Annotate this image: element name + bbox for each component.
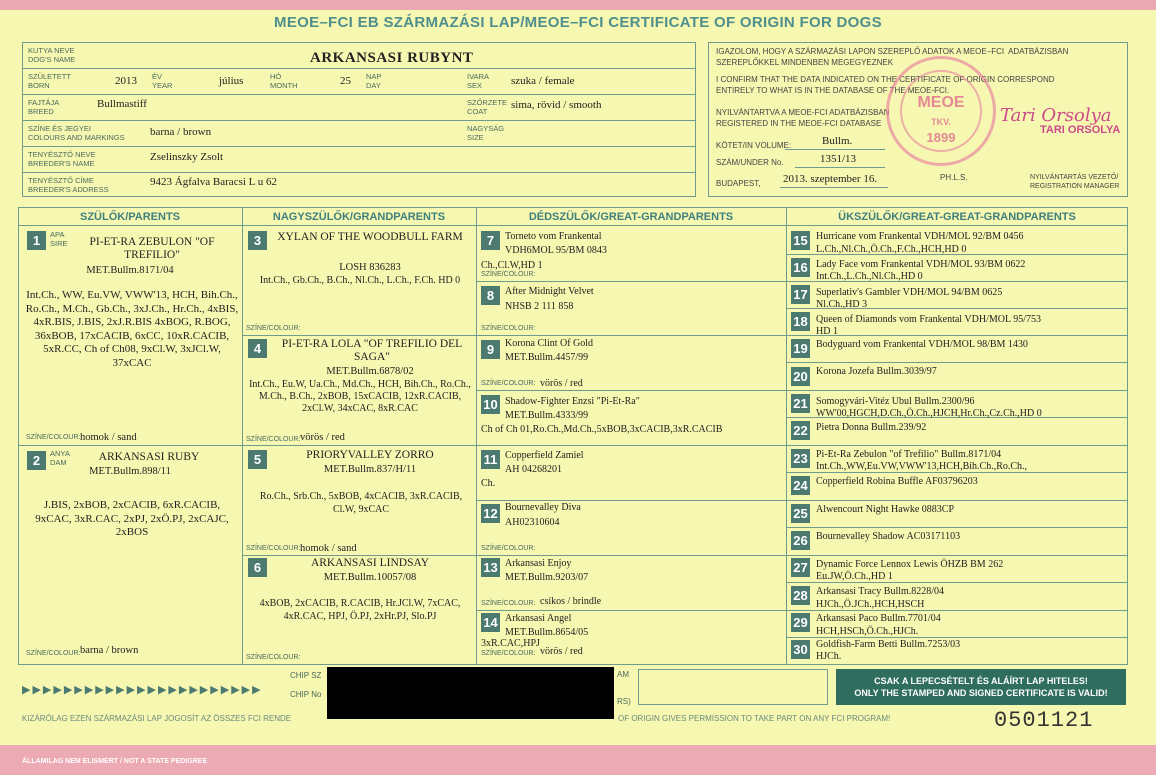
ggg-20-name: Korona Jozefa Bullm.3039/97: [816, 366, 937, 377]
pedigree-number-4: 4: [248, 339, 267, 358]
address-value: 9423 Ágfalva Baracsi L u 62: [150, 176, 277, 188]
gp6-colour-label: SZÍNE/COLOUR:: [246, 654, 301, 661]
ggg-16-titles: Int.Ch.,L.Ch.,Nl.Ch.,HD 0: [816, 271, 923, 282]
gp4-colour-label: SZÍNE/COLOUR:: [246, 436, 301, 443]
gg-8-name: After Midnight Velvet: [505, 286, 594, 297]
pedigree-number-16: 16: [791, 258, 810, 277]
bottom-border: [0, 745, 1156, 775]
header-great-grandparents: DÉDSZÜLŐK/GREAT-GRANDPARENTS: [476, 211, 786, 226]
pedigree-number-6: 6: [248, 558, 267, 577]
pedigree-number-12: 12: [481, 504, 500, 523]
gp4-titles: Int.Ch., Eu.W, Ua.Ch., Md.Ch., HCH, Bih.Ch., Ro.Ch., M.Ch., B.Ch., 2xBOB, 15xCACIB, 12xR.CACIB, 2xCl.W, 34xCAC, 8xR.CAC: [249, 379, 471, 414]
ggg-26-name: Bournevalley Shadow AC03171103: [816, 531, 961, 542]
breed-value: Bullmastiff: [97, 98, 147, 110]
chip-label-2: CHIP No: [290, 690, 322, 699]
header-great-great-grandparents: ÜKSZÜLŐK/GREAT-GREAT-GRANDPARENTS: [786, 211, 1128, 226]
pedigree-number-10: 10: [481, 395, 500, 414]
pedigree-number-20: 20: [791, 367, 810, 386]
footer-note-right: OF ORIGIN GIVES PERMISSION TO TAKE PART ON ANY FCI PROGRAM!: [618, 714, 891, 723]
ggg-30-titles: HJCh.: [816, 651, 842, 662]
gp3-titles: Int.Ch., Gb.Ch., B.Ch., Nl.Ch., L.Ch., F.Ch. HD 0: [259, 275, 461, 286]
born-year: 2013: [115, 75, 137, 87]
born-month: július: [219, 75, 244, 87]
pedigree-number-19: 19: [791, 339, 810, 358]
ggg-27-titles: Eu.JW,Ö.Ch.,HD 1: [816, 571, 893, 582]
pedigree-number-24: 24: [791, 476, 810, 495]
gp3-colour-label: SZÍNE/COLOUR:: [246, 325, 301, 332]
month-label: HÓ MONTH: [270, 72, 298, 90]
gg-9-reg: MET.Bullm.4457/99: [505, 352, 589, 363]
gg-7-colour-label: SZÍNE/COLOUR:: [481, 271, 536, 278]
pedigree-number-14: 14: [481, 613, 500, 632]
stamp-year: 1899: [926, 130, 956, 145]
issue-date: 2013. szeptember 16.: [783, 173, 878, 185]
cert-line-4: ENTIRELY TO WHAT IS IN THE DATABASE OF THE MEOE-FCI.: [716, 86, 950, 95]
gg-11-reg: AH 04268201: [505, 464, 562, 475]
ggg-30-name: Goldfish-Farm Betti Bullm.7253/03: [816, 639, 961, 650]
pedigree-number-11: 11: [481, 450, 500, 469]
pedigree-number-21: 21: [791, 394, 810, 413]
ggg-17-titles: Nl.Ch.,HD 3: [816, 299, 868, 310]
gg-8-colour-label: SZÍNE/COLOUR:: [481, 325, 536, 332]
gg-10-name: Shadow-Fighter Enzsi "Pi-Et-Ra": [505, 396, 640, 407]
pedigree-number-28: 28: [791, 586, 810, 605]
pedigree-number-9: 9: [481, 340, 500, 359]
signature: Tari Orsolya: [1000, 105, 1112, 126]
address-label: TENYÉSZTŐ CÍME BREEDER'S ADDRESS: [28, 176, 109, 194]
ggg-18-name: Queen of Diamonds vom Frankental VDH/MOL 95/753: [816, 314, 1041, 325]
manager-en: REGISTRATION MANAGER: [1030, 183, 1120, 190]
ggg-29-titles: HCH,HSCh,Ö.Ch.,HJCh.: [816, 626, 919, 637]
gg-7-reg: VDH6MOL 95/BM 0843: [505, 245, 607, 256]
colour-value: barna / brown: [150, 126, 212, 138]
ggg-25-name: Alwencourt Night Hawke 0883CP: [816, 504, 955, 515]
cert-line-2: SZEREPLŐKKEL MINDENBEN MEGEGYEZNEK: [716, 58, 894, 67]
gg-11-name: Copperfield Zamiel: [505, 450, 584, 461]
gp6-titles: 4xBOB, 2xCACIB, R.CACIB, Hr.JCl.W, 7xCAC, 4xR.CAC, HPJ, Ö.PJ, 2xHr.PJ, Slo.PJ: [259, 598, 461, 622]
header-parents: SZÜLŐK/PARENTS: [18, 211, 242, 226]
pedigree-number-8: 8: [481, 286, 500, 305]
gg-13-colour-label: SZÍNE/COLOUR:: [481, 600, 536, 607]
pedigree-number-15: 15: [791, 231, 810, 250]
top-border: [0, 0, 1156, 10]
sire-colour-label: SZÍNE/COLOUR:: [26, 434, 81, 441]
ggg-21-name: Somogyvári-Vitéz Ubul Bullm.2300/96: [816, 396, 975, 407]
pedigree-number-27: 27: [791, 558, 810, 577]
ggg-18-titles: HD 1: [816, 326, 838, 337]
ggg-15-name: Hurricane vom Frankental VDH/MOL 92/BM 0456: [816, 231, 1024, 242]
gg-9-colour: vörös / red: [540, 378, 583, 389]
gp3-name: XYLAN OF THE WOODBULL FARM: [277, 231, 463, 243]
ggg-29-name: Arkansasi Paco Bullm.7701/04: [816, 613, 941, 624]
dam-role: ANYA DAM: [50, 449, 70, 467]
coat-label: SZŐRZETE COAT: [467, 98, 508, 116]
gg-12-reg: AH02310604: [505, 517, 560, 528]
gg-14-titles: 3xR.CAC,HPJ: [481, 638, 540, 649]
cert-line-6: REGISTERED IN THE MEOE-FCI DATABASE: [716, 119, 882, 128]
dog-name-label: KUTYA NEVE DOG'S NAME: [28, 46, 76, 64]
sex-value: szuka / female: [511, 75, 575, 87]
gg-13-reg: MET.Bullm.9203/07: [505, 572, 589, 583]
dam-titles: J.BIS, 2xBOB, 2xCACIB, 6xR.CACIB, 9xCAC, 3xR.CAC, 2xPJ, 2xÖ.PJ, 2xCAJC, 2xBOS: [35, 499, 229, 538]
gp5-titles: Ro.Ch., Srb.Ch., 5xBOB, 4xCACIB, 3xR.CACIB, Cl.W, 9xCAC: [259, 491, 463, 515]
gg-11-titles: Ch.: [481, 478, 496, 489]
pedigree-number-30: 30: [791, 640, 810, 659]
breeder-label: TENYÉSZTŐ NEVE BREEDER'S NAME: [28, 150, 96, 168]
ggg-16-name: Lady Face vom Frankental VDH/MOL 93/BM 0622: [816, 259, 1026, 270]
gg-12-colour-label: SZÍNE/COLOUR:: [481, 545, 536, 552]
gg-13-name: Arkansasi Enjoy: [505, 558, 572, 569]
gg-14-colour-label: SZÍNE/COLOUR:: [481, 650, 536, 657]
gg-9-colour-label: SZÍNE/COLOUR:: [481, 380, 536, 387]
pedigree-number-1: 1: [27, 231, 46, 250]
year-label: ÉV YEAR: [152, 72, 173, 90]
number-value: 1351/13: [820, 153, 857, 165]
gg-7-name: Torneto vom Frankental: [505, 231, 602, 242]
dam-colour: barna / brown: [80, 645, 139, 656]
gp5-colour-label: SZÍNE/COLOUR:: [246, 545, 301, 552]
dam-reg: MET.Bullm.898/11: [89, 466, 171, 477]
cert-line-5: NYILVÁNTARTVA A MEOE-FCI ADATBÁZISBAN: [716, 108, 890, 117]
pedigree-number-26: 26: [791, 531, 810, 550]
volume-value: Bullm.: [822, 135, 853, 147]
signer-name: TARI ORSOLYA: [1040, 124, 1121, 136]
pedigree-number-3: 3: [248, 231, 267, 250]
ggg-15-titles: L.Ch.,Nl.Ch.,Ö.Ch.,F.Ch.,HCH,HD 0: [816, 244, 967, 255]
coat-value: sima, rövid / smooth: [511, 99, 602, 111]
gg-14-reg: MET.Bullm.8654/05: [505, 627, 589, 638]
chip-field: [638, 669, 828, 705]
ggg-23-titles: Int.Ch.,WW,Eu.VW,VWW'13,HCH,Bih.Ch.,Ro.Ch.,: [816, 461, 1028, 472]
redaction-box: [327, 667, 614, 719]
chip-right-1: AM: [617, 670, 629, 679]
gp6-name: ARKANSASI LINDSAY: [310, 557, 430, 569]
manager-hu: NYILVÁNTARTÁS VEZETŐ/: [1030, 174, 1119, 181]
gg-12-name: Bournevalley Diva: [505, 502, 581, 513]
gp4-colour: vörös / red: [300, 432, 345, 443]
ggg-28-name: Arkansasi Tracy Bullm.8228/04: [816, 586, 945, 597]
stamp-meoe: MEOE: [917, 94, 965, 111]
cert-line-3: I CONFIRM THAT THE DATA INDICATED ON THE CERTIFICATE OF ORIGIN CORRESPOND: [716, 75, 1055, 84]
colour-label: SZÍNE ÉS JEGYEI COLOURS AND MARKINGS: [28, 124, 125, 142]
page-title: MEOE–FCI EB SZÁRMAZÁSI LAP/MEOE–FCI CERTIFICATE OF ORIGIN FOR DOGS: [274, 14, 882, 31]
size-label: NAGYSÁG SIZE: [467, 124, 505, 142]
dam-colour-label: SZÍNE/COLOUR:: [26, 650, 81, 657]
gg-7-titles: Ch.,Cl.W,HD 1: [481, 260, 543, 271]
ggg-17-name: Superlativ's Gambler VDH/MOL 94/BM 0625: [816, 287, 1003, 298]
sire-titles: Int.Ch., WW, Eu.VW, VWW'13, HCH, Bih.Ch., Ro.Ch., M.Ch., Gb.Ch., 3xJ.Ch., Hr.Ch., 4xBIS, 4xR.BIS, J.BIS, 2xJ.R.BIS 4xBOG, R.BOG, 36xBOB, 17xCACIB, 6xCC, 10xR.CACIB, 5xR.CC, Ch of Ch08, 9xCl.W, 3xJCl.W, 37xCAC: [25, 289, 239, 369]
sire-reg: MET.Bullm.8171/04: [86, 265, 174, 276]
born-label: SZÜLETETT BORN: [28, 72, 71, 90]
gg-14-colour: vörös / red: [540, 646, 583, 657]
validity-notice: CSAK A LEPECSÉTELT ÉS ALÁÍRT LAP HITELES! ONLY THE STAMPED AND SIGNED CERTIFICATE IS VALID!: [836, 669, 1126, 705]
day-label: NAP DAY: [366, 72, 382, 90]
ggg-24-name: Copperfield Robina Buffle AF03796203: [816, 476, 978, 487]
gg-9-name: Korona Clint Of Gold: [505, 338, 594, 349]
pedigree-number-18: 18: [791, 312, 810, 331]
header-grandparents: NAGYSZÜLŐK/GRANDPARENTS: [242, 211, 476, 226]
ggg-22-name: Pietra Donna Bullm.239/92: [816, 422, 927, 433]
pedigree-number-5: 5: [248, 450, 267, 469]
gg-8-reg: NHSB 2 111 858: [505, 301, 574, 312]
pedigree-number-23: 23: [791, 449, 810, 468]
sire-role: APA SIRE: [50, 230, 68, 248]
serial-number: 0501121: [994, 708, 1094, 733]
not-state-pedigree: ÁLLAMILAG NEM ELISMERT / NOT A STATE PEDIGREE: [22, 758, 208, 765]
city: BUDAPEST,: [716, 179, 761, 188]
pedigree-number-22: 22: [791, 421, 810, 440]
ggg-28-titles: HJCh.,Ö.JCh.,HCH,HSCH: [816, 599, 925, 610]
dam-name: ARKANSASI RUBY: [98, 451, 200, 463]
stamp-tkv: TKV.: [931, 117, 951, 127]
ggg-23-name: Pi-Et-Ra Zebulon "of Trefilio" Bullm.8171/04: [816, 449, 1002, 460]
arrow-row: ▶▶▶▶▶▶▶▶▶▶▶▶▶▶▶▶▶▶▶▶▶▶▶: [22, 684, 263, 696]
chip-right-2: RS): [617, 697, 631, 706]
sire-name: PI-ET-RA ZEBULON "OF TREFILIO": [89, 236, 215, 261]
pedigree-number-7: 7: [481, 231, 500, 250]
sex-label: IVARA SEX: [467, 72, 489, 90]
dog-name: ARKANSASI RUBYNT: [310, 50, 474, 66]
gp4-reg: MET.Bullm.6878/02: [326, 366, 414, 377]
gp5-colour: homok / sand: [300, 543, 357, 554]
ggg-27-name: Dynamic Force Lennox Lewis ÖHZB BM 262: [816, 559, 1004, 570]
gg-13-colour: csíkos / brindle: [540, 596, 602, 607]
breeder-value: Zselinszky Zsolt: [150, 151, 224, 163]
pedigree-number-29: 29: [791, 613, 810, 632]
number-label: SZÁM/UNDER No.: [716, 158, 784, 167]
gg-10-titles: Ch of Ch 01,Ro.Ch.,Md.Ch.,5xBOB,3xCACIB,3xR.CACIB: [481, 424, 723, 435]
born-day: 25: [340, 75, 351, 87]
phls: PH.L.S.: [940, 173, 968, 182]
ggg-21-titles: WW'00,HGCH,D.Ch.,Ö.Ch.,HJCH,Hr.Ch.,Cz.Ch.,HD 0: [816, 408, 1042, 419]
sire-colour: homok / sand: [80, 432, 137, 443]
breed-label: FAJTÁJA BREED: [28, 98, 60, 116]
pedigree-number-25: 25: [791, 504, 810, 523]
gp5-reg: MET.Bullm.837/H/11: [323, 464, 417, 475]
footer-note-left: KIZÁRÓLAG EZEN SZÁRMAZÁSI LAP JOGOSÍT AZ ÖSSZES FCI RENDE: [22, 714, 292, 723]
pedigree-number-13: 13: [481, 558, 500, 577]
cert-line-1: IGAZOLOM, HOGY A SZÁRMAZÁSI LAPON SZEREPLŐ ADATOK A MEOE–FCI ADATBÁZISBAN: [716, 47, 1069, 56]
gp4-name: PI-ET-RA LOLA "OF TREFILIO DEL SAGA": [281, 338, 463, 363]
pedigree-number-17: 17: [791, 285, 810, 304]
gg-14-name: Arkansasi Angel: [505, 613, 572, 624]
gp6-reg: MET.Bullm.10057/08: [323, 572, 417, 583]
gg-10-reg: MET.Bullm.4333/99: [505, 410, 589, 421]
gp3-reg: LOSH 836283: [339, 262, 401, 273]
ggg-19-name: Bodyguard vom Frankental VDH/MOL 98/BM 1430: [816, 339, 1028, 350]
pedigree-number-2: 2: [27, 451, 46, 470]
chip-label-1: CHIP SZ: [290, 671, 322, 680]
volume-label: KÖTET/IN VOLUME:: [716, 141, 792, 150]
gp5-name: PRIORYVALLEY ZORRO: [306, 449, 434, 461]
